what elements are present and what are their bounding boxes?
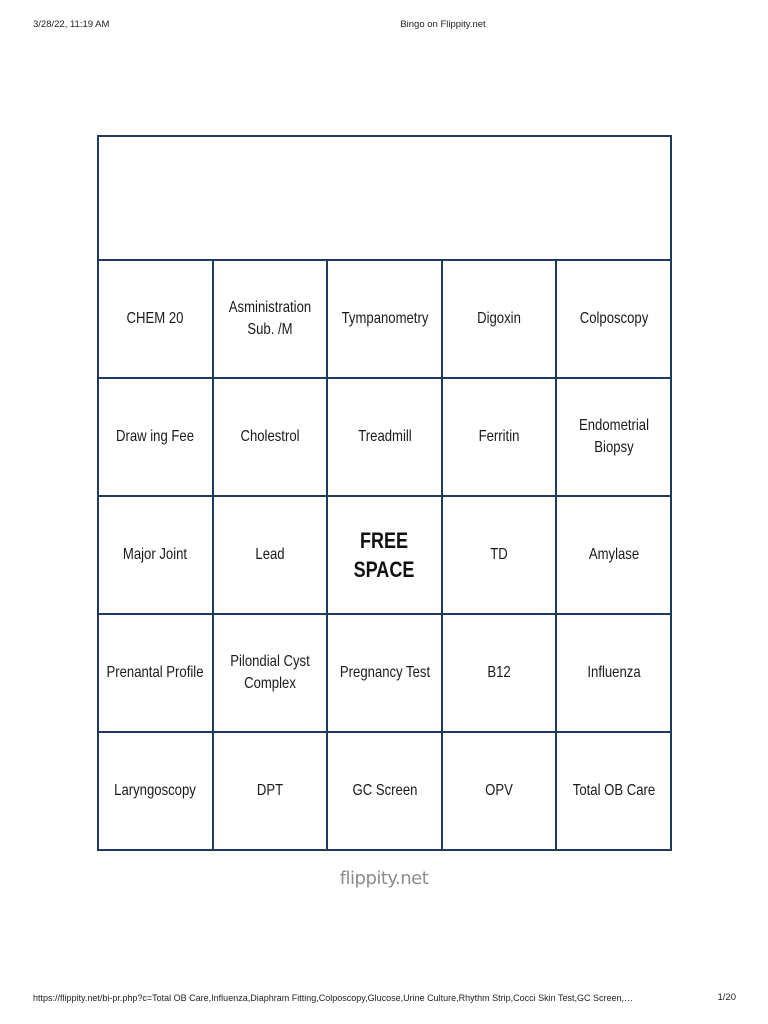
bingo-cell-label: Colposcopy bbox=[579, 310, 648, 327]
bingo-cell-label: Lead bbox=[255, 546, 285, 563]
bingo-cell-r4c2 bbox=[214, 615, 327, 731]
bingo-cell-r2c3 bbox=[328, 379, 441, 495]
bingo-cell-label: Influenza bbox=[587, 664, 641, 681]
bingo-cell-r4c3 bbox=[328, 615, 441, 731]
free-space-label: FREE SPACE bbox=[354, 528, 415, 582]
print-page-number: 1/20 bbox=[717, 992, 736, 1003]
bingo-cell-r2c5 bbox=[557, 379, 670, 495]
bingo-cell-label: TD bbox=[490, 546, 508, 563]
bingo-cell-label: GC Screen bbox=[352, 782, 417, 799]
bingo-cell-r4c1 bbox=[99, 615, 212, 731]
bingo-cell-r3c5 bbox=[557, 497, 670, 613]
bingo-cell-r4c5 bbox=[557, 615, 670, 731]
bingo-cell-label: Total OB Care bbox=[572, 782, 655, 799]
bingo-cell-r1c5 bbox=[557, 261, 670, 377]
print-datetime: 3/28/22, 11:19 AM bbox=[33, 19, 110, 30]
bingo-cell-label: Tympanometry bbox=[341, 310, 428, 327]
bingo-cell-label: Prenantal Profile bbox=[106, 664, 204, 681]
bingo-cell-label: Endometrial Biopsy bbox=[578, 417, 649, 456]
bingo-cell-label: Major Joint bbox=[123, 546, 188, 563]
bingo-cell-r3c4 bbox=[443, 497, 556, 613]
bingo-cell-label: Draw ing Fee bbox=[116, 428, 195, 445]
bingo-cell-r4c4 bbox=[443, 615, 556, 731]
bingo-cell-label: Digoxin bbox=[477, 310, 521, 327]
bingo-cell-r2c1 bbox=[99, 379, 212, 495]
bingo-cell-label: CHEM 20 bbox=[126, 310, 184, 327]
bingo-cell-r1c3 bbox=[328, 261, 441, 377]
bingo-cell-r5c2 bbox=[214, 733, 327, 849]
bingo-cell-r3c2 bbox=[214, 497, 327, 613]
bingo-cell-label: Treadmill bbox=[357, 428, 412, 445]
print-page-title: Bingo on Flippity.net bbox=[400, 19, 486, 30]
bingo-cell-label: B12 bbox=[487, 664, 511, 681]
free-space-cell bbox=[328, 497, 441, 613]
bingo-cell-label: Amylase bbox=[588, 546, 639, 563]
bingo-cell-r5c5 bbox=[557, 733, 670, 849]
print-footer-url: https://flippity.net/bi-pr.php?c=Total OB Care,Influenza,Diaphram Fitting,Colposcopy,Glucose,Urine Culture,Rhythm Strip,Cocci Skin Test,GC Screen,… bbox=[33, 993, 634, 1003]
bingo-cell-label: Asministration Sub. /M bbox=[228, 299, 312, 338]
bingo-cell-label: Pregnancy Test bbox=[339, 664, 430, 681]
bingo-cell-label: OPV bbox=[485, 782, 513, 799]
bingo-cell-r5c3 bbox=[328, 733, 441, 849]
bingo-card-title bbox=[99, 137, 670, 259]
bingo-cell-label: Ferritin bbox=[478, 428, 520, 445]
bingo-cell-r1c2 bbox=[214, 261, 327, 377]
bingo-cell-r2c2 bbox=[214, 379, 327, 495]
bingo-cell-r5c1 bbox=[99, 733, 212, 849]
bingo-cell-label: Laryngoscopy bbox=[114, 782, 197, 799]
bingo-cell-r3c1 bbox=[99, 497, 212, 613]
bingo-cell-label: Pilondial Cyst Complex bbox=[230, 653, 310, 692]
bingo-cell-r5c4 bbox=[443, 733, 556, 849]
bingo-card bbox=[97, 135, 672, 851]
bingo-cell-r2c4 bbox=[443, 379, 556, 495]
flippity-logo: flippity.net bbox=[339, 868, 429, 889]
bingo-cell-r1c4 bbox=[443, 261, 556, 377]
bingo-cell-label: Cholestrol bbox=[240, 428, 300, 445]
bingo-cell-label: DPT bbox=[256, 782, 284, 799]
bingo-cell-r1c1 bbox=[99, 261, 212, 377]
